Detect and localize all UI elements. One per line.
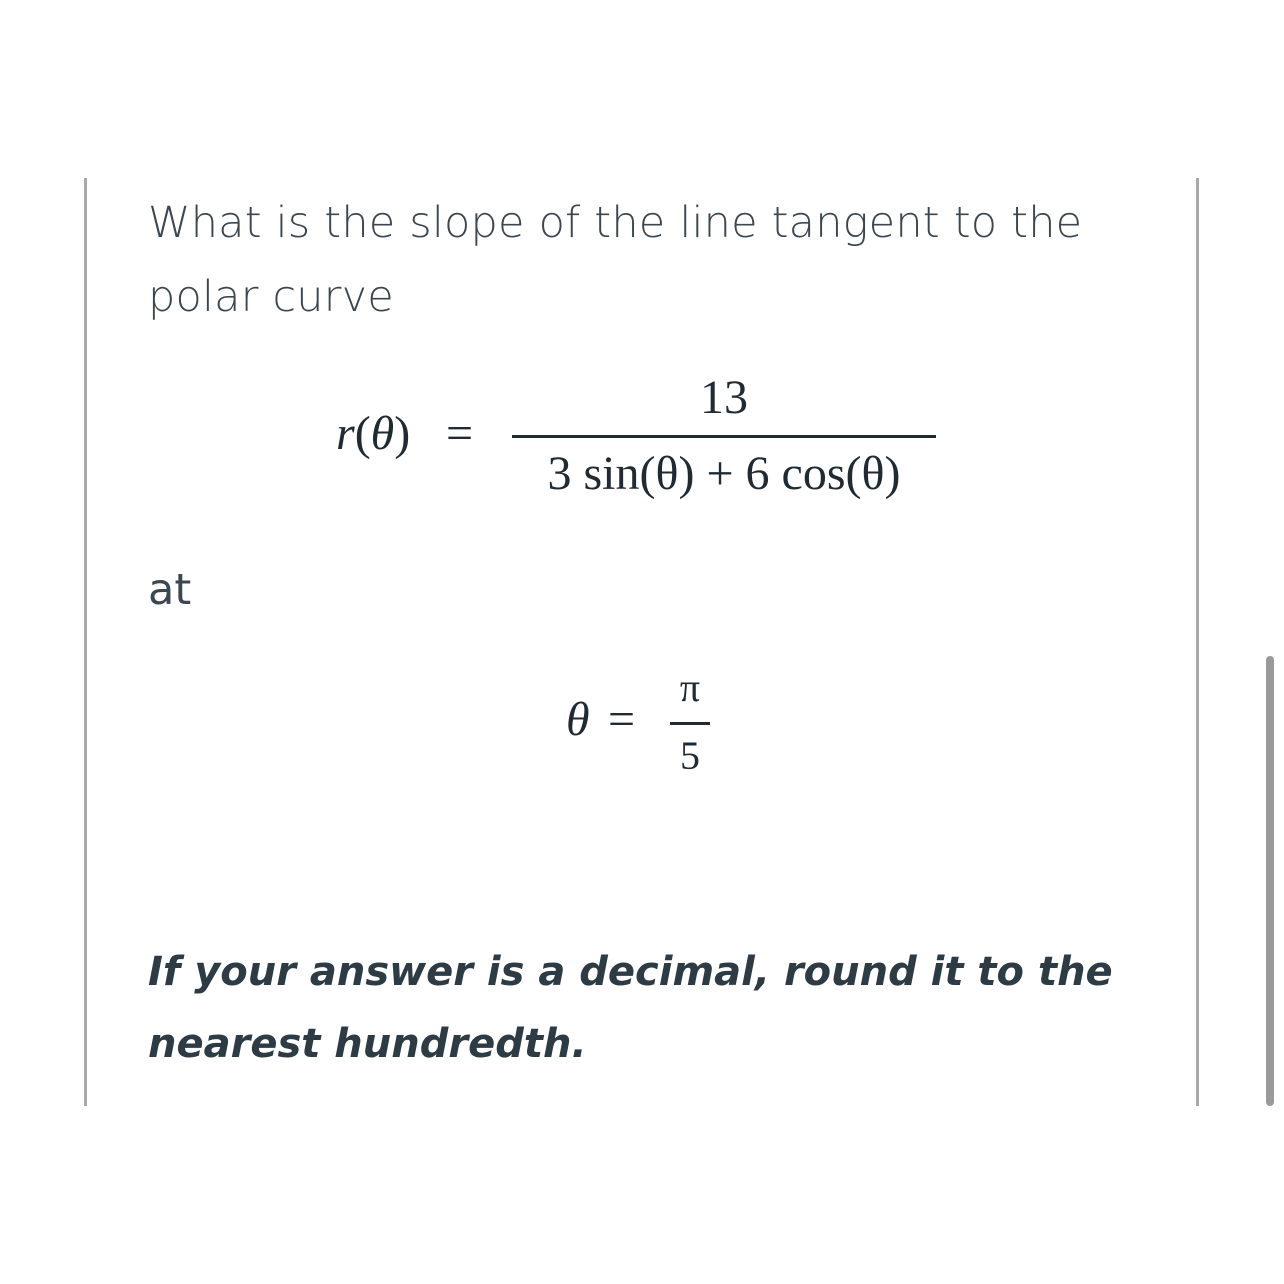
function-r: r	[336, 407, 355, 460]
theta-variable: θ	[370, 407, 395, 460]
equals-sign: =	[608, 693, 636, 746]
fraction-bar	[512, 435, 936, 438]
theta-symbol: θ	[566, 693, 590, 746]
question-line-2: polar curve	[148, 272, 394, 322]
left-border-rule	[84, 178, 87, 1106]
question-line-1: What is the slope of the line tangent to the	[148, 198, 1083, 248]
pi-numerator: π	[679, 665, 701, 710]
theta-value-equation	[560, 660, 720, 790]
right-border-rule	[1196, 178, 1199, 1106]
instruction-line-2: nearest hundredth.	[148, 1021, 587, 1067]
rounding-instruction	[148, 936, 1148, 1080]
polar-curve-equation	[330, 360, 950, 510]
equation-lhs	[336, 404, 410, 464]
fraction-numerator: 13	[700, 371, 748, 424]
at-label: at	[148, 565, 192, 615]
open-paren: (	[354, 407, 371, 460]
scrollbar-thumb[interactable]	[1266, 656, 1274, 1106]
equals-sign: =	[446, 407, 474, 460]
fraction-bar	[670, 722, 710, 725]
question-text	[148, 186, 1148, 334]
instruction-line-1: If your answer is a decimal, round it to the	[148, 949, 1113, 995]
close-paren: )	[394, 407, 411, 460]
fraction-denominator: 5	[680, 733, 700, 778]
fraction-denominator: 3 sin(θ) + 6 cos(θ)	[547, 447, 901, 500]
